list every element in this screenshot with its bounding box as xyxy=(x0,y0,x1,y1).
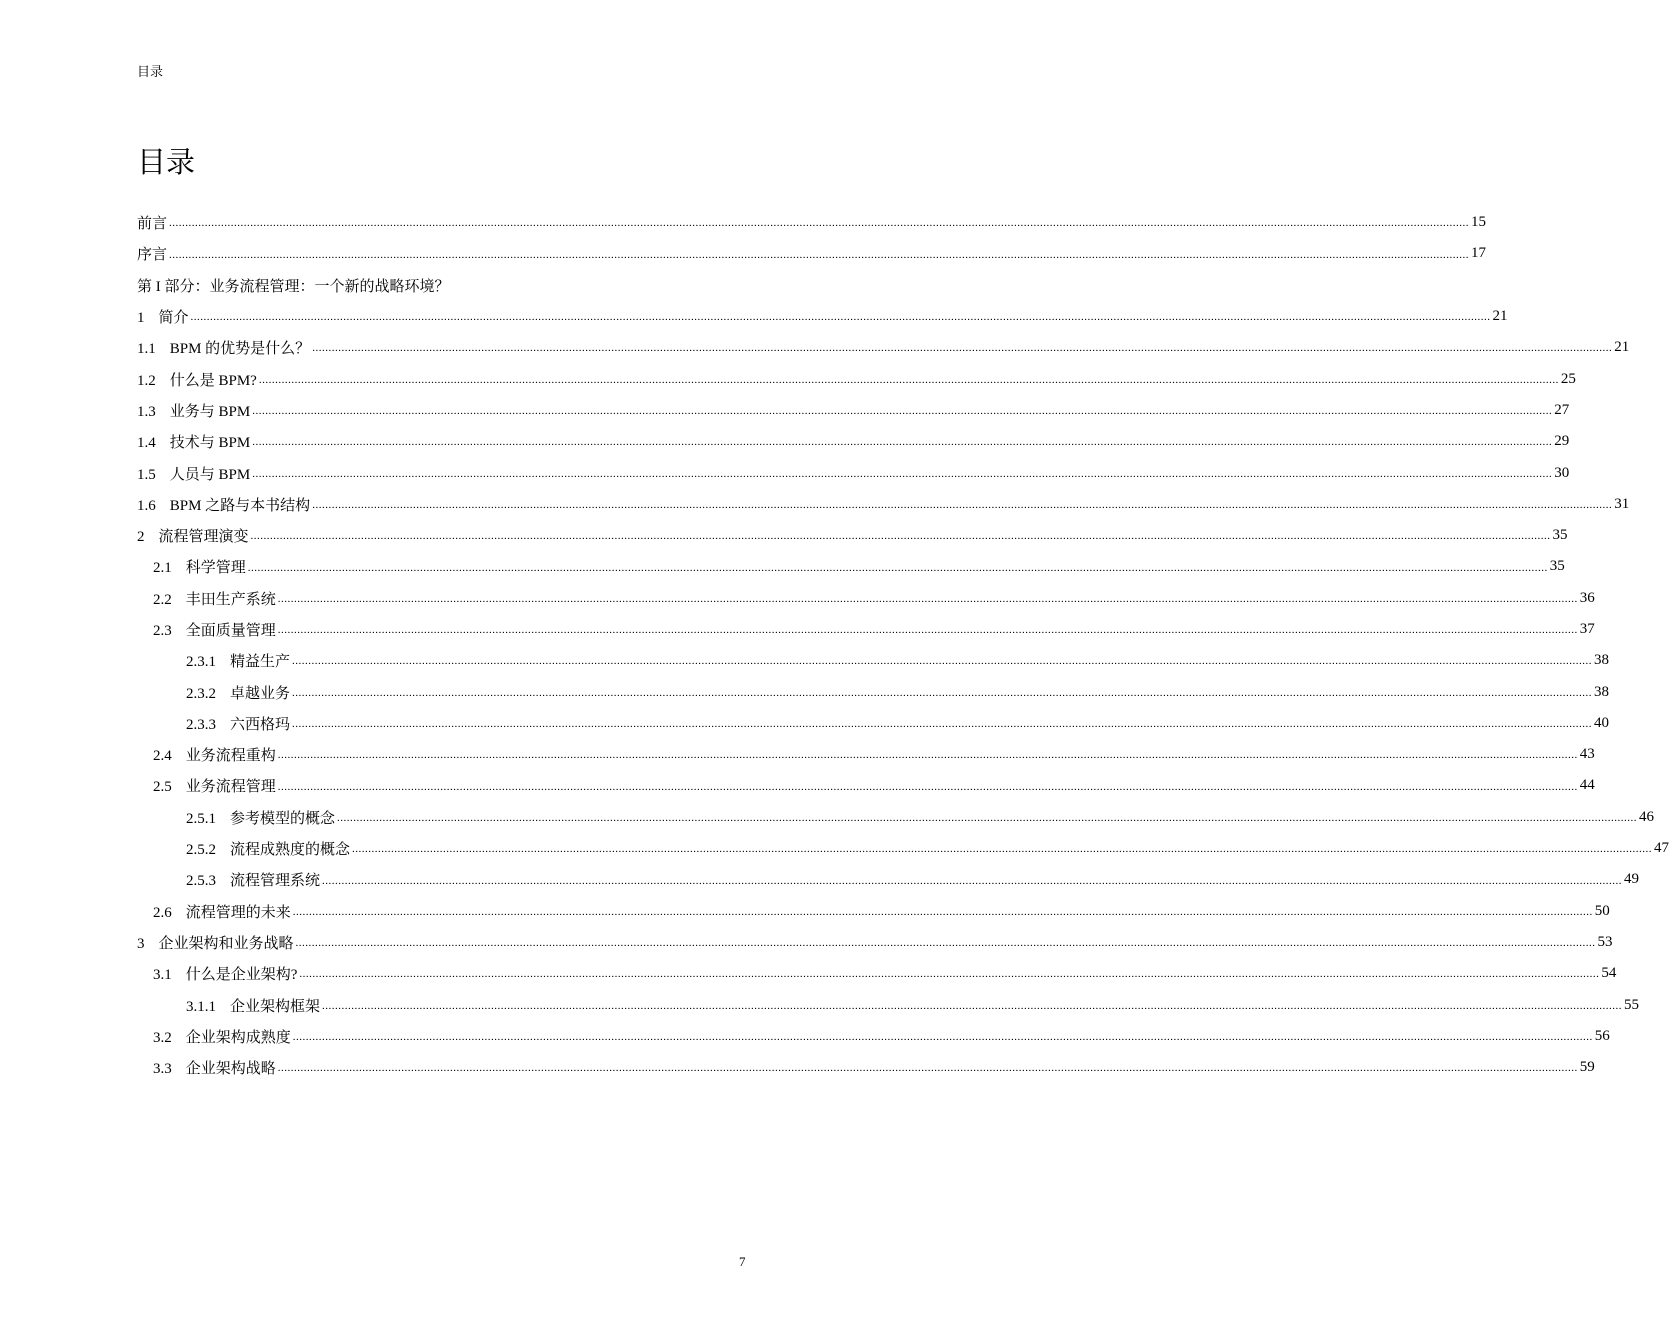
dot-leader: ................................................................................................................................................................................................................................................................................................................................................................................................................ xyxy=(247,561,1548,574)
toc-entry-label xyxy=(137,306,189,327)
dot-leader: ................................................................................................................................................................................................................................................................................................................................................................................................................ xyxy=(277,749,1578,762)
toc-entry-text: 流程管理的未来 xyxy=(185,904,291,921)
toc-entry-label xyxy=(137,212,167,233)
toc-entry[interactable] xyxy=(137,676,1610,707)
toc-entry-text: 六西格玛 xyxy=(230,716,291,733)
toc-entry-label xyxy=(137,400,250,421)
toc-entry-page: 40 xyxy=(1594,714,1610,731)
dot-leader: ................................................................................................................................................................................................................................................................................................................................................................................................................ xyxy=(312,342,1613,355)
toc-entry-number: 3.1.1 xyxy=(186,998,216,1015)
toc-entry-text: 技术与 BPM xyxy=(169,435,251,452)
toc-entry-label xyxy=(153,901,291,922)
toc-entry-number: 2.5 xyxy=(153,779,172,796)
toc-entry-label xyxy=(137,275,450,296)
toc-entry-number: 3.1 xyxy=(153,967,172,984)
toc-entry-number: 2.6 xyxy=(153,904,172,921)
toc-entry-text: 什么是 BPM? xyxy=(169,372,257,389)
toc-entry-number: 2.1 xyxy=(153,560,172,577)
toc-entry-page: 30 xyxy=(1554,464,1570,481)
toc-entry-text: 人员与 BPM xyxy=(169,466,251,483)
dot-leader: ................................................................................................................................................................................................................................................................................................................................................................................................................ xyxy=(322,874,1623,887)
toc-entry-page: 38 xyxy=(1594,683,1610,700)
toc-entry-label xyxy=(137,463,250,484)
toc-entry-number: 2.2 xyxy=(153,591,172,608)
toc-entry-label xyxy=(137,431,250,452)
toc-entry[interactable] xyxy=(137,770,1595,801)
toc-entry-label xyxy=(186,995,320,1016)
dot-leader: ................................................................................................................................................................................................................................................................................................................................................................................................................ xyxy=(190,311,1491,324)
dot-leader: ................................................................................................................................................................................................................................................................................................................................................................................................................ xyxy=(277,592,1578,605)
dot-leader: ................................................................................................................................................................................................................................................................................................................................................................................................................ xyxy=(299,968,1600,981)
toc-entry[interactable] xyxy=(137,332,1630,363)
toc-entry-number: 2.3.1 xyxy=(186,654,216,671)
toc-entry-label xyxy=(186,682,290,703)
toc-entry-page: 46 xyxy=(1639,808,1655,825)
toc-entry-text: BPM 的优势是什么？ xyxy=(169,341,311,358)
toc-entry[interactable] xyxy=(137,301,1508,332)
toc-entry[interactable] xyxy=(137,489,1630,520)
dot-leader: ................................................................................................................................................................................................................................................................................................................................................................................................................ xyxy=(252,405,1553,418)
toc-entry-page: 55 xyxy=(1624,996,1640,1013)
toc-entry-number: 2.3.2 xyxy=(186,685,216,702)
toc-entry[interactable] xyxy=(137,363,1576,394)
toc-entry-text: 精益生产 xyxy=(230,654,291,671)
dot-leader: ................................................................................................................................................................................................................................................................................................................................................................................................................ xyxy=(277,1062,1578,1075)
toc-entry[interactable] xyxy=(137,833,1669,864)
toc-entry[interactable] xyxy=(137,864,1640,895)
dot-leader: ................................................................................................................................................................................................................................................................................................................................................................................................................ xyxy=(250,530,1551,543)
dot-leader: ................................................................................................................................................................................................................................................................................................................................................................................................................ xyxy=(292,686,1593,699)
toc-entry-label xyxy=(153,588,276,609)
dot-leader: ................................................................................................................................................................................................................................................................................................................................................................................................................ xyxy=(292,1031,1593,1044)
toc-entry-text: 卓越业务 xyxy=(230,685,291,702)
toc-entry-page: 59 xyxy=(1579,1059,1595,1076)
toc-entry-label xyxy=(186,838,350,859)
toc-entry-text: 简介 xyxy=(158,310,189,327)
toc-entry-label xyxy=(153,1057,276,1078)
toc-entry-label xyxy=(153,744,276,765)
toc-entry-label xyxy=(137,337,310,358)
toc-entry-label xyxy=(186,650,290,671)
toc-entry-text: 丰田生产系统 xyxy=(185,591,276,608)
toc-entry-page: 37 xyxy=(1579,621,1595,637)
toc-entry-page: 29 xyxy=(1554,433,1570,450)
toc-entry-label xyxy=(153,1026,291,1047)
toc-entry-label xyxy=(137,525,249,546)
toc-entry-page: 15 xyxy=(1471,214,1487,231)
toc-entry-text: 序言 xyxy=(137,247,168,264)
dot-leader: ................................................................................................................................................................................................................................................................................................................................................................................................................ xyxy=(252,436,1553,449)
toc-entry-text: 企业架构战略 xyxy=(185,1061,276,1078)
toc-entry-text: 企业架构框架 xyxy=(230,998,321,1015)
dot-leader: ................................................................................................................................................................................................................................................................................................................................................................................................................ xyxy=(277,780,1578,793)
toc-entry-number: 2.3 xyxy=(153,623,172,639)
toc-entry-text: 业务流程重构 xyxy=(185,748,276,765)
toc-entry-page: 50 xyxy=(1594,902,1610,919)
toc-entry-text: 科学管理 xyxy=(185,560,246,577)
dot-leader: ................................................................................................................................................................................................................................................................................................................................................................................................................ xyxy=(292,718,1593,731)
toc-entry[interactable] xyxy=(137,457,1570,488)
toc-entry-number: 2 xyxy=(137,529,145,546)
toc-entry[interactable] xyxy=(137,958,1617,989)
toc-entry-page: 49 xyxy=(1624,871,1640,888)
toc-entry-number: 2.5.3 xyxy=(186,873,216,890)
toc-entry-page: 25 xyxy=(1560,370,1576,387)
dot-leader: ................................................................................................................................................................................................................................................................................................................................................................................................................ xyxy=(352,843,1653,856)
toc-entry-page: 21 xyxy=(1492,308,1508,325)
toc-entry[interactable] xyxy=(137,645,1610,676)
dot-leader: ................................................................................................................................................................................................................................................................................................................................................................................................................ xyxy=(312,498,1613,511)
running-header: 目录 xyxy=(137,64,164,79)
toc-entry[interactable] xyxy=(137,583,1595,614)
toc-entry-number: 2.3.3 xyxy=(186,716,216,733)
toc-entry-label xyxy=(186,869,320,890)
toc-entry-text: 业务流程管理 xyxy=(185,779,276,796)
dot-leader: ................................................................................................................................................................................................................................................................................................................................................................................................................ xyxy=(258,373,1559,386)
toc-entry-page: 35 xyxy=(1552,527,1568,544)
toc-entry[interactable] xyxy=(137,238,1487,269)
toc-entry[interactable] xyxy=(137,989,1640,1020)
toc-entry-page: 56 xyxy=(1594,1027,1610,1044)
toc-entry[interactable] xyxy=(137,802,1655,833)
page-title: 目录 xyxy=(137,147,196,179)
toc-entry-text: 全面质量管理 xyxy=(185,623,276,639)
toc-entry-page: 38 xyxy=(1594,652,1610,669)
dot-leader: ................................................................................................................................................................................................................................................................................................................................................................................................................ xyxy=(292,655,1593,668)
toc-entry-number: 1.3 xyxy=(137,403,156,420)
toc-entry[interactable] xyxy=(137,520,1568,551)
toc-entry[interactable] xyxy=(137,551,1565,582)
dot-leader: ................................................................................................................................................................................................................................................................................................................................................................................................................ xyxy=(322,999,1623,1012)
toc-entry-number: 1 xyxy=(137,310,145,327)
toc-entry-text: 前言 xyxy=(137,216,168,233)
toc-entry-page: 17 xyxy=(1471,245,1487,262)
dot-leader: ................................................................................................................................................................................................................................................................................................................................................................................................................ xyxy=(295,937,1596,950)
toc-entry[interactable] xyxy=(137,1021,1610,1052)
toc-entry-page: 35 xyxy=(1549,558,1565,575)
toc-entry-label xyxy=(153,619,276,640)
toc-entry[interactable] xyxy=(137,896,1610,927)
toc-entry-text: 企业架构和业务战略 xyxy=(158,935,294,952)
toc-entry-label xyxy=(137,243,167,264)
toc-entry[interactable] xyxy=(137,270,727,301)
toc-entry-label xyxy=(153,963,297,984)
toc-entry-page: 54 xyxy=(1601,965,1617,982)
toc-entry-label xyxy=(153,556,246,577)
toc-entry[interactable] xyxy=(137,927,1613,958)
toc-entry-number: 3 xyxy=(137,935,145,952)
dot-leader: ................................................................................................................................................................................................................................................................................................................................................................................................................ xyxy=(252,467,1553,480)
toc-entry-text: 业务与 BPM xyxy=(169,403,251,420)
toc-entry-page: 21 xyxy=(1614,339,1630,356)
dot-leader: ................................................................................................................................................................................................................................................................................................................................................................................................................ xyxy=(292,905,1593,918)
toc-entry-text: 流程成熟度的概念 xyxy=(230,842,351,859)
toc-entry-label xyxy=(186,713,290,734)
toc-entry-number: 3.2 xyxy=(153,1029,172,1046)
toc-entry[interactable] xyxy=(137,708,1610,739)
toc-entry-number: 1.5 xyxy=(137,466,156,483)
toc-entry-label xyxy=(137,369,257,390)
toc-entry-number: 2.5.2 xyxy=(186,842,216,859)
toc-entry-page: 36 xyxy=(1579,589,1595,606)
toc-entry-text: 什么是企业架构? xyxy=(185,967,298,984)
toc-entry-text: 第 I 部分：业务流程管理：一个新的战略环境？ xyxy=(137,278,450,295)
toc-entry[interactable] xyxy=(137,614,1595,645)
toc-entry-text: 参考模型的概念 xyxy=(230,810,336,827)
toc-entry-label xyxy=(137,494,310,515)
page-number: 7 xyxy=(739,1254,746,1269)
toc-entry-page: 53 xyxy=(1597,933,1613,950)
toc-entry-number: 1.6 xyxy=(137,497,156,514)
toc-entry-number: 1.1 xyxy=(137,341,156,358)
toc-entry-number: 1.2 xyxy=(137,372,156,389)
toc-entry[interactable] xyxy=(137,739,1595,770)
dot-leader: ................................................................................................................................................................................................................................................................................................................................................................................................................ xyxy=(169,248,1470,261)
table-of-contents xyxy=(137,207,1669,1083)
toc-entry-text: BPM 之路与本书结构 xyxy=(169,497,311,514)
toc-entry-label xyxy=(186,807,335,828)
toc-entry-number: 2.4 xyxy=(153,748,172,765)
toc-entry-number: 3.3 xyxy=(153,1061,172,1078)
toc-entry[interactable] xyxy=(137,426,1570,457)
toc-entry-page: 31 xyxy=(1614,495,1630,512)
toc-entry-number: 2.5.1 xyxy=(186,810,216,827)
toc-entry-page: 47 xyxy=(1654,840,1669,857)
toc-entry[interactable] xyxy=(137,1052,1595,1083)
dot-leader: ................................................................................................................................................................................................................................................................................................................................................................................................................ xyxy=(277,624,1578,637)
dot-leader: ................................................................................................................................................................................................................................................................................................................................................................................................................ xyxy=(337,811,1638,824)
toc-entry-number: 1.4 xyxy=(137,435,156,452)
toc-entry-page: 27 xyxy=(1554,401,1570,418)
toc-entry-label xyxy=(137,932,294,953)
toc-entry-text: 企业架构成熟度 xyxy=(185,1029,291,1046)
toc-entry-page: 43 xyxy=(1579,746,1595,763)
toc-entry-page: 44 xyxy=(1579,777,1595,794)
dot-leader: ................................................................................................................................................................................................................................................................................................................................................................................................................ xyxy=(169,217,1470,230)
toc-entry[interactable] xyxy=(137,207,1487,238)
toc-entry-text: 流程管理系统 xyxy=(230,873,321,890)
toc-entry-text: 流程管理演变 xyxy=(158,529,249,546)
toc-entry-label xyxy=(153,775,276,796)
toc-entry[interactable] xyxy=(137,395,1570,426)
